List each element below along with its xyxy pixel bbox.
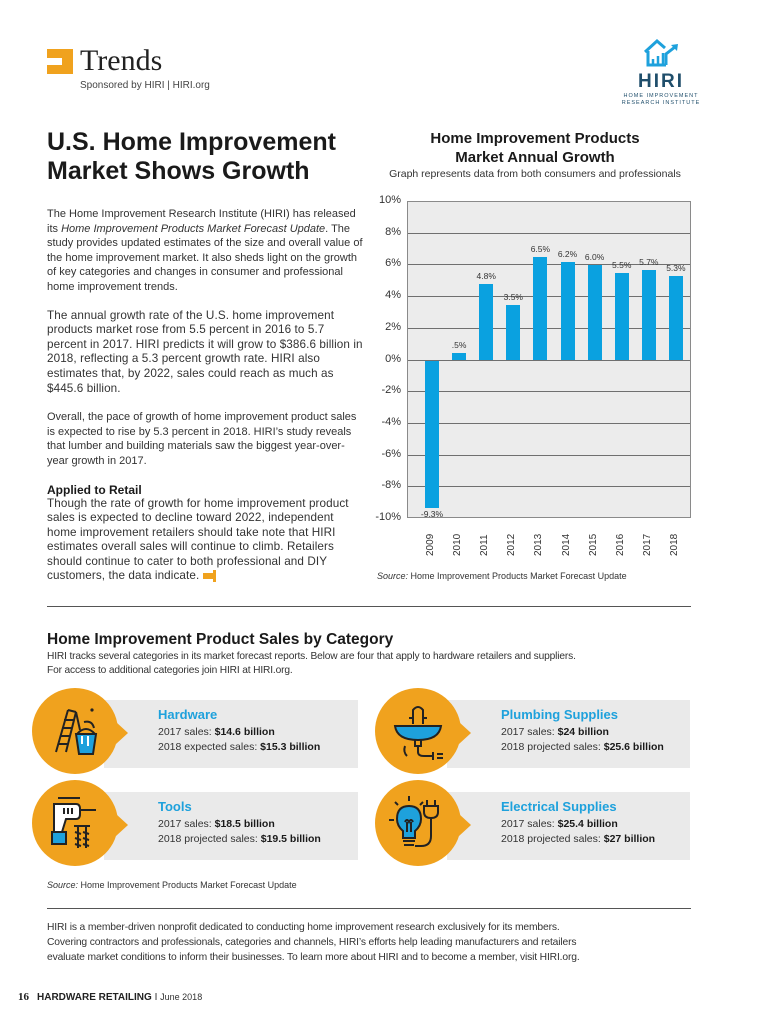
category-card-plumbing xyxy=(375,688,705,778)
x-tick-label: 2014 xyxy=(560,533,572,556)
section-title: Trends xyxy=(80,44,163,77)
headline-line-2: Market Shows Growth xyxy=(47,157,310,185)
about-hiri: HIRI is a member-driven nonprofit dedicated to conducting home improvement research exclusively for its members. Covering contractors and professionals, categories and channels, HIRI’s efforts help leading manufacturers and retailers evaluate market conditions to inform their businesses. To learn more about HIRI and to become a member, visit HIRI.org. xyxy=(47,922,580,963)
x-tick-label: 2011 xyxy=(479,534,491,556)
y-tick-label: 6% xyxy=(385,257,401,270)
y-tick-label: -10% xyxy=(375,511,401,523)
hiri-tagline-1: HOME IMPROVEMENT xyxy=(623,93,699,99)
article-headline xyxy=(47,128,377,186)
trends-logo-icon xyxy=(47,49,73,74)
y-tick-label: -4% xyxy=(381,415,401,428)
plot-area xyxy=(407,201,691,518)
data-label: 5.3% xyxy=(666,263,686,274)
data-label: 5.5% xyxy=(612,260,632,271)
bar-2016 xyxy=(615,273,629,360)
y-tick-label: 2% xyxy=(385,320,401,333)
sales-2017: 2017 sales: $18.5 billion xyxy=(158,818,275,830)
category-card-electrical xyxy=(375,780,705,870)
headline-line-1: U.S. Home Improvement xyxy=(47,128,336,156)
bar-2011 xyxy=(479,284,493,360)
divider xyxy=(47,606,691,607)
bar-2013 xyxy=(533,257,547,360)
sales-2018: 2018 expected sales: $15.3 billion xyxy=(158,741,321,753)
paragraph-3: Overall, the pace of growth of home improvement product sales is expected to rise by 5.3 percent in 2018. HIRI’s study reveals that lumber and building materials saw the biggest year-over-year growth in 2017. xyxy=(47,411,357,467)
category-name: Hardware xyxy=(158,707,218,722)
chart-title: Home Improvement Products Market Annual Growth xyxy=(430,130,640,166)
category-card-hardware xyxy=(32,688,362,778)
house-growth-icon xyxy=(639,38,683,68)
x-tick-label: 2010 xyxy=(452,533,464,556)
sponsored-line: Sponsored by HIRI | HIRI.org xyxy=(80,80,210,91)
x-tick-label: 2009 xyxy=(425,533,436,556)
data-label: .5% xyxy=(451,339,467,350)
data-label: -9.3% xyxy=(420,508,444,519)
hiri-tagline-2: RESEARCH INSTITUTE xyxy=(621,100,701,106)
paragraph-2: The annual growth rate of the U.S. home improvement products market rose from 5.5 percent in 2016 to 5.7 percent in 2017. HIRI predicts it will grow to $386.6 billion in 2018, reflecting a 5.3 percent growth rate. HIRI also estimates that, by 2022, sales could reach as much as $445.6 billion. xyxy=(47,308,363,395)
sales-2018: 2018 projected sales: $25.6 billion xyxy=(501,741,664,753)
gridline xyxy=(408,233,690,234)
sales-2018: 2018 projected sales: $19.5 billion xyxy=(158,833,321,845)
bar-2017 xyxy=(642,270,656,360)
bar-2015 xyxy=(588,265,602,360)
data-label: 5.7% xyxy=(639,257,659,268)
bar-2018 xyxy=(669,276,683,360)
y-tick-label: 8% xyxy=(385,225,401,238)
gridline xyxy=(408,486,690,487)
x-tick-label: 2017 xyxy=(641,533,653,556)
subhead-applied-to-retail: Applied to Retail xyxy=(47,482,142,497)
sink-pipe-icon xyxy=(387,700,449,762)
sales-2018: 2018 projected sales: $27 billion xyxy=(501,833,656,845)
y-tick-label: 10% xyxy=(378,194,401,206)
divider xyxy=(47,908,691,909)
paragraph-1: The Home Improvement Research Institute (HIRI) has released its Home Improvement Products Market Forecast Update. The study provides updated estimates of the size and overall value of the home improvement market. It also sheds light on the growth of key categories and changes in consumer and professional home improvement trends. xyxy=(47,208,363,293)
hiri-wordmark: HIRI xyxy=(638,71,684,92)
y-tick-label: -8% xyxy=(381,479,401,492)
y-tick-label: -2% xyxy=(381,384,401,397)
category-card-tools xyxy=(32,780,362,870)
data-label: 6.5% xyxy=(530,244,551,255)
x-tick-label: 2016 xyxy=(614,533,626,556)
sales-2017: 2017 sales: $24 billion xyxy=(501,726,609,738)
x-tick-label: 2012 xyxy=(506,533,518,556)
article-body xyxy=(47,207,363,598)
data-label: 6.2% xyxy=(557,249,578,260)
bar-2014 xyxy=(561,262,575,360)
ladder-paint-bucket-icon xyxy=(44,700,106,762)
category-name: Tools xyxy=(158,799,192,814)
categories-title: Home Improvement Product Sales by Category xyxy=(47,631,394,648)
categories-subtitle: HIRI tracks several categories in its market forecast reports. Below are four that apply to hardware retailers and suppliers. For access to additional categories join HIRI at HIRI.org. xyxy=(47,651,576,676)
category-name: Plumbing Supplies xyxy=(501,707,619,722)
hiri-logo xyxy=(606,38,716,110)
chart-subtitle: Graph represents data from both consumers and professionals xyxy=(389,168,681,180)
drill-screws-icon xyxy=(44,792,106,854)
page-number: 16 xyxy=(18,991,29,1003)
bar-2012 xyxy=(506,305,520,360)
data-label: 3.5% xyxy=(503,292,523,303)
sales-2017: 2017 sales: $14.6 billion xyxy=(158,726,275,738)
issue-date: June 2018 xyxy=(160,992,203,1002)
bar-2010 xyxy=(452,353,466,361)
chart-source: Source: Home Improvement Products Market Forecast Update xyxy=(377,571,627,581)
bar-2009 xyxy=(425,361,439,508)
x-tick-label: 2013 xyxy=(533,533,545,556)
categories-source: Source: Home Improvement Products Market Forecast Update xyxy=(47,880,297,890)
gridline xyxy=(408,391,690,392)
magazine-name: HARDWARE RETAILING xyxy=(37,992,152,1003)
y-tick-label: 0% xyxy=(385,352,401,365)
end-mark-icon xyxy=(203,573,216,579)
data-label: 4.8% xyxy=(476,271,496,282)
gridline xyxy=(408,455,690,456)
sales-2017: 2017 sales: $25.4 billion xyxy=(501,818,618,830)
data-label: 6.0% xyxy=(584,252,605,263)
y-tick-label: -6% xyxy=(381,447,401,460)
lightbulb-plug-icon xyxy=(387,792,449,854)
paragraph-4: Though the rate of growth for home improvement product sales is expected to decline toward 2022, independent home improvement retailers should take note that HIRI estimates overall sales will continue to climb. Retailers should continue to cater to both professional and DIY customers, the data indicate. xyxy=(47,496,349,583)
y-tick-label: 4% xyxy=(385,289,401,302)
study-title: Home Improvement Products Market Forecast Update xyxy=(61,222,326,235)
page-footer: 16 HARDWARE RETAILING I June 2018 xyxy=(18,991,203,1003)
x-tick-label: 2018 xyxy=(668,533,680,556)
category-name: Electrical Supplies xyxy=(501,799,617,814)
x-tick-label: 2015 xyxy=(587,533,599,556)
gridline xyxy=(408,423,690,424)
